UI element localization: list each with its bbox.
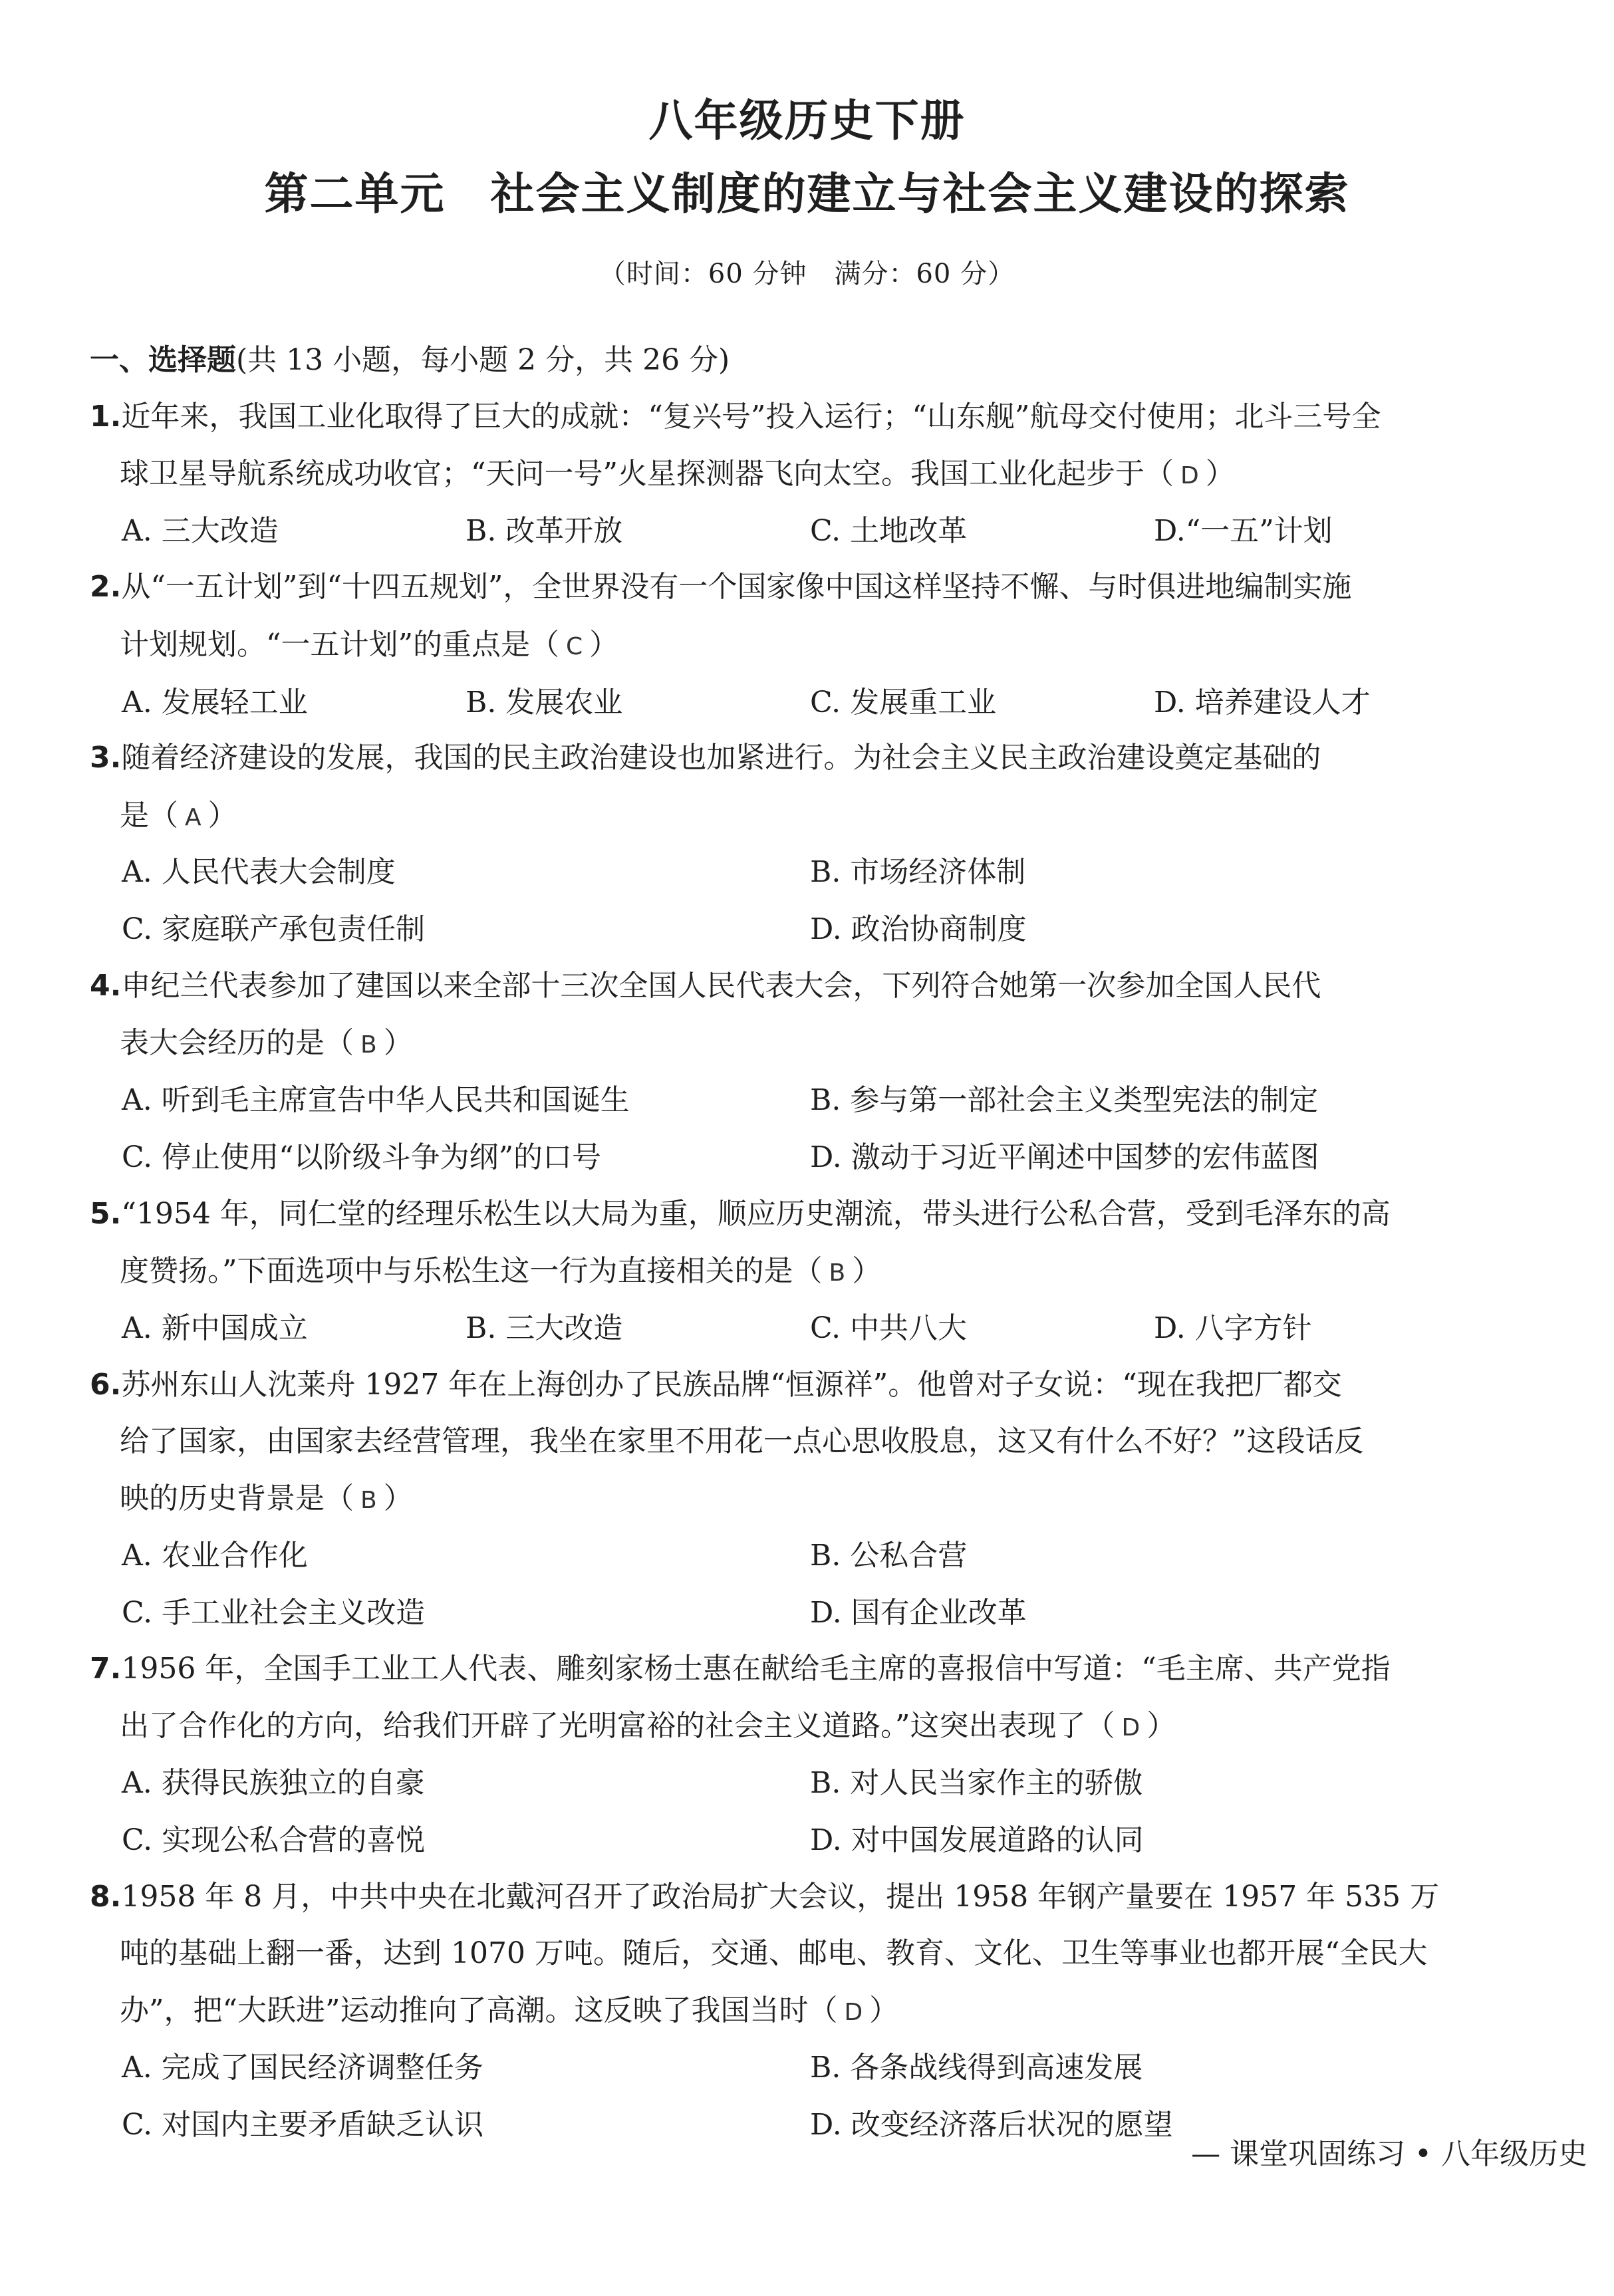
paren-close: ） [1205, 457, 1235, 491]
question-line [120, 1702, 1556, 1744]
question-text: 表大会经历的是（ [120, 1026, 354, 1060]
question-line [120, 1417, 1556, 1460]
option-b: B. 公私合营 [810, 1539, 968, 1573]
option-c: C. 中共八大 [810, 1311, 968, 1345]
question-text: 1958 年 8 月，中共中央在北戴河召开了政治局扩大会议，提出 1958 年钢产量要在 1957 年 535 万 [121, 1880, 1440, 1914]
answer-mark: D [1121, 1714, 1141, 1741]
option-b: B. 发展农业 [466, 686, 623, 719]
section-note: (共 13 小题，每小题 2 分，共 26 分) [236, 343, 730, 377]
paren-close: ） [852, 1254, 882, 1288]
page-footer: — 课堂巩固练习 • 八年级历史 [1191, 2137, 1587, 2171]
question-number: 5. [90, 1197, 122, 1231]
unit-title: 第二单元 社会主义制度的建立与社会主义建设的探索 [264, 168, 1350, 219]
question-number: 7. [90, 1652, 122, 1686]
answer-mark: B [829, 1259, 846, 1287]
question-line [90, 961, 1526, 1004]
paren-close: ） [589, 628, 619, 662]
option-c: C. 对国内主要矛盾缺乏认识 [122, 2108, 484, 2142]
paren-close: ） [383, 1026, 413, 1060]
option-c: C. 停止使用“以阶级斗争为纲”的口号 [122, 1140, 602, 1174]
paren-close: ） [869, 1993, 899, 2027]
option-b: B. 改革开放 [466, 514, 623, 548]
question-line [90, 1644, 1526, 1687]
question-line [90, 1872, 1526, 1915]
question-text: 出了合作化的方向，给我们开辟了光明富裕的社会主义道路。”这突出表现了（ [120, 1709, 1115, 1743]
option-d: D. 改变经济落后状况的愿望 [810, 2108, 1173, 2142]
question-number: 1. [90, 400, 122, 434]
question-line [120, 1474, 1556, 1517]
question-line [120, 620, 1556, 663]
answer-mark: D [844, 1999, 863, 2026]
question-line [90, 563, 1526, 605]
question-text: 吨的基础上翻一番，达到 1070 万吨。随后，交通、邮电、教育、文化、卫生等事业也都开展“全民大 [120, 1936, 1428, 1970]
question-text: 近年来，我国工业化取得了巨大的成就：“复兴号”投入运行；“山东舰”航母交付使用；北斗三号全 [121, 400, 1381, 434]
answer-mark: D [1180, 462, 1199, 489]
option-c: C. 土地改革 [810, 514, 968, 548]
question-text: 随着经济建设的发展，我国的民主政治建设也加紧进行。为社会主义民主政治建设奠定基础的 [121, 741, 1321, 775]
option-a: A. 新中国成立 [122, 1311, 308, 1345]
option-d: D. 国有企业改革 [810, 1596, 1027, 1630]
question-number: 6. [90, 1368, 122, 1402]
option-c: C. 家庭联产承包责任制 [122, 912, 426, 946]
question-line [90, 1360, 1526, 1403]
question-line [90, 733, 1526, 776]
question-line [120, 449, 1556, 492]
question-line [90, 392, 1526, 435]
question-text: 映的历史背景是（ [120, 1481, 354, 1515]
question-line [120, 1247, 1556, 1289]
option-a: A. 人民代表大会制度 [122, 855, 396, 889]
question-text: 计划规划。“一五计划”的重点是（ [120, 628, 559, 662]
option-a: A. 发展轻工业 [122, 686, 308, 719]
option-a: A. 听到毛主席宣告中华人民共和国诞生 [122, 1083, 630, 1117]
question-number: 2. [90, 570, 122, 604]
answer-mark: B [360, 1031, 377, 1059]
question-line [90, 1190, 1526, 1232]
option-c: C. 实现公私合营的喜悦 [122, 1823, 426, 1857]
option-a: A. 农业合作化 [122, 1539, 308, 1573]
option-b: B. 对人民当家作主的骄傲 [810, 1766, 1143, 1800]
option-c: C. 手工业社会主义改造 [122, 1596, 426, 1630]
question-text: “1954 年，同仁堂的经理乐松生以大局为重，顺应历史潮流，带头进行公私合营，受到毛泽东的高 [121, 1197, 1391, 1231]
question-text: 给了国家，由国家去经营管理，我坐在家里不用花一点心思收股息，这又有什么不好？”这段话反 [120, 1424, 1364, 1458]
question-text: 度赞扬。”下面选项中与乐松生这一行为直接相关的是（ [120, 1254, 823, 1288]
question-text: 球卫星导航系统成功收官；“天问一号”火星探测器飞向太空。我国工业化起步于（ [120, 457, 1174, 491]
option-b: B. 三大改造 [466, 1311, 623, 1345]
page-title: 八年级历史下册 [648, 94, 966, 146]
option-b: B. 市场经济体制 [810, 855, 1026, 889]
option-d: D.“一五”计划 [1154, 514, 1333, 548]
option-a: A. 获得民族独立的自豪 [122, 1766, 425, 1800]
question-text: 1956 年，全国手工业工人代表、雕刻家杨士惠在献给毛主席的喜报信中写道：“毛主席、共产党指 [121, 1652, 1391, 1686]
question-number: 8. [90, 1880, 122, 1914]
option-a: A. 完成了国民经济调整任务 [122, 2051, 483, 2085]
answer-mark: A [185, 804, 202, 831]
question-number: 4. [90, 969, 122, 1003]
option-b: B. 参与第一部社会主义类型宪法的制定 [810, 1083, 1319, 1117]
question-line [120, 791, 1556, 834]
paren-close: ） [1146, 1709, 1176, 1743]
option-d: D. 政治协商制度 [810, 912, 1027, 946]
section-label: 一、选择题 [90, 343, 236, 377]
option-b: B. 各条战线得到高速发展 [810, 2051, 1143, 2085]
question-line [120, 1019, 1556, 1061]
exam-meta: （时间：60 分钟 满分：60 分） [599, 259, 1015, 289]
question-number: 3. [90, 741, 122, 775]
question-text: 办”，把“大跃进”运动推向了高潮。这反映了我国当时（ [120, 1993, 838, 2027]
question-text: 申纪兰代表参加了建国以来全部十三次全国人民代表大会，下列符合她第一次参加全国人民代 [121, 969, 1321, 1003]
question-text: 从“一五计划”到“十四五规划”，全世界没有一个国家像中国这样坚持不懈、与时俱进地编制实施 [121, 570, 1352, 604]
option-d: D. 激动于习近平阐述中国梦的宏伟蓝图 [810, 1140, 1319, 1174]
question-line [120, 1986, 1556, 2029]
question-text: 是（ [120, 799, 178, 832]
answer-mark: C [566, 633, 583, 660]
option-d: D. 对中国发展道路的认同 [810, 1823, 1144, 1857]
option-d: D. 八字方针 [1154, 1311, 1312, 1345]
option-d: D. 培养建设人才 [1154, 686, 1371, 719]
question-line [120, 1929, 1556, 1972]
answer-mark: B [360, 1487, 377, 1514]
paren-close: ） [207, 799, 237, 832]
question-text: 苏州东山人沈莱舟 1927 年在上海创办了民族品牌“恒源祥”。他曾对子女说：“现在我把厂都交 [121, 1368, 1342, 1402]
option-a: A. 三大改造 [122, 514, 279, 548]
option-c: C. 发展重工业 [810, 686, 997, 719]
paren-close: ） [383, 1481, 413, 1515]
section-heading [90, 336, 730, 378]
